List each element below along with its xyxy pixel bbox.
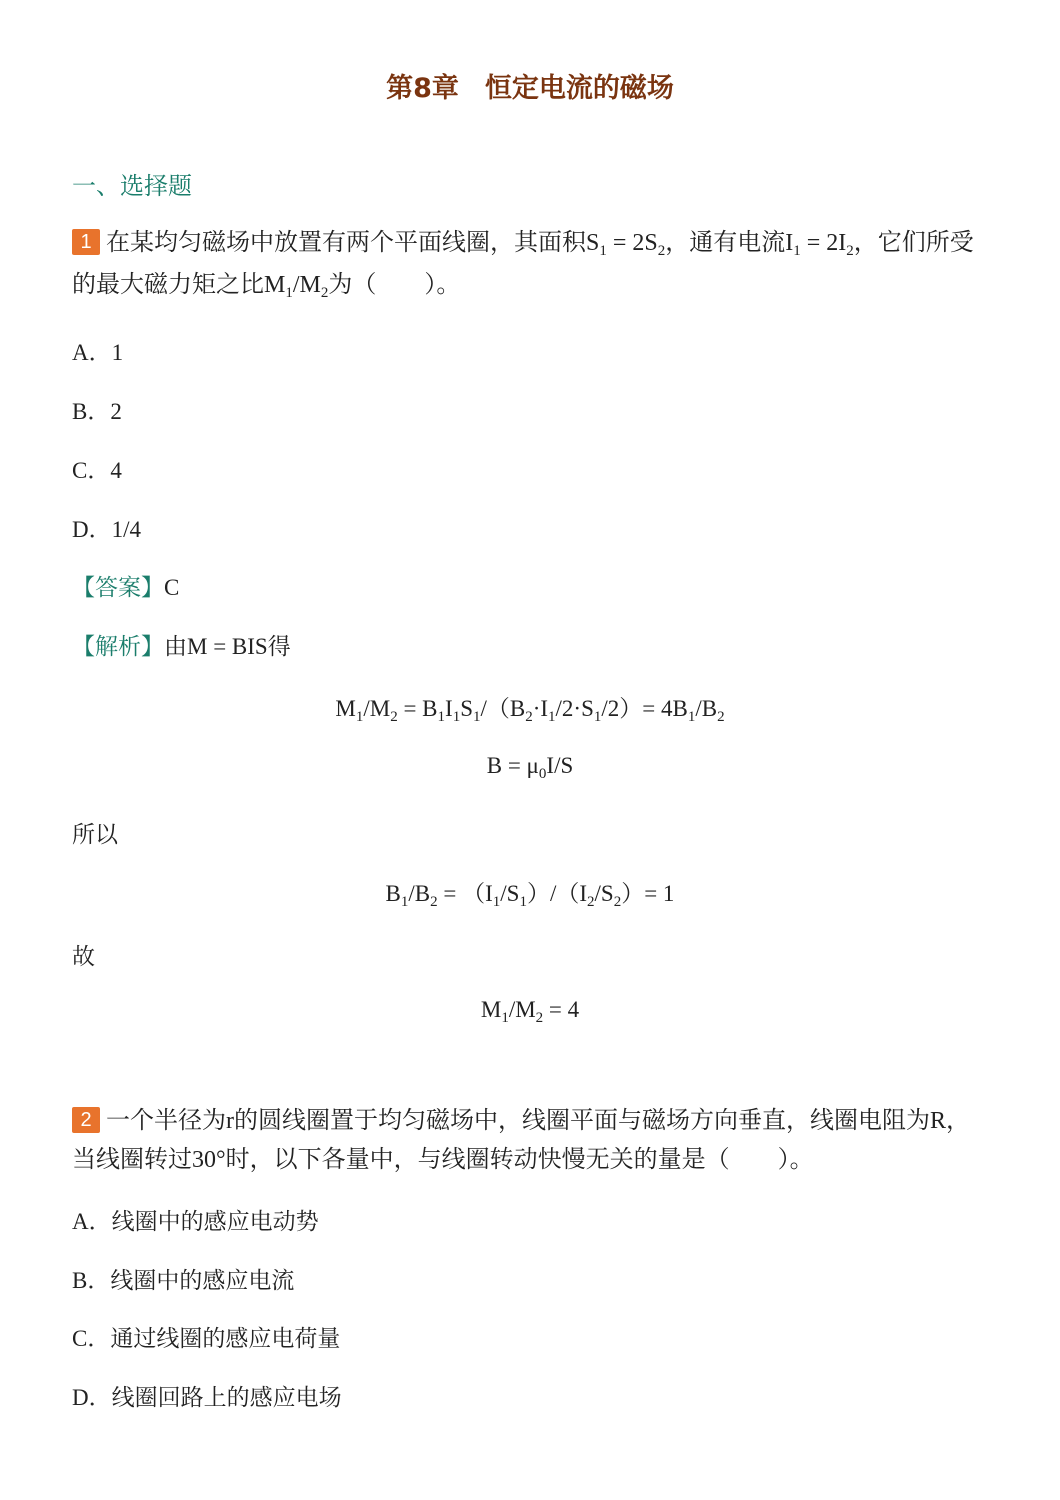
- answer-value: C: [164, 575, 180, 600]
- q1-stem-line2: 的最大磁力矩之比$M_1/M_2$为（ ）。: [72, 270, 461, 301]
- section-heading: 一、选择题: [72, 172, 192, 200]
- q1-analysis: 【解析】由M = BIS得: [72, 634, 291, 660]
- q2-option-d[interactable]: D．线圈回路上的感应电场: [72, 1385, 342, 1411]
- q1-text-hence: 故: [72, 944, 95, 970]
- q1-equation-1: $M_1/M_2 = B_1I_1S_1/(B_2\cdot I_1/2\cdot S_1/2)= 4B_1/B_2$: [335, 696, 725, 725]
- q2-option-a[interactable]: A．线圈中的感应电动势: [72, 1209, 319, 1235]
- q1-current-eq: $I_1 = 2I_2$: [785, 230, 854, 259]
- q2-stem-line2: 当线圈转过30°时，以下各量中，与线圈转动快慢无关的量是（ ）。: [72, 1145, 814, 1173]
- q2-stem-line1: 2 一个半径为r的圆线圈置于均匀磁场中，线圈平面与磁场方向垂直，线圈电阻为R，: [72, 1103, 970, 1138]
- q1-equation-3: $B_1/B_2 = (I_1/S_1)/(I_2/S_2)= 1$: [385, 881, 675, 910]
- q2-number-badge: 2: [72, 1107, 100, 1133]
- q2-option-c[interactable]: C．通过线圈的感应电荷量: [72, 1326, 341, 1352]
- q1-equation-2: $B = \mu_0I/S$: [486, 753, 574, 782]
- q1-ratio-eq: $M_1/M_2$: [264, 272, 329, 301]
- chapter-number: 第8章: [386, 73, 459, 104]
- q1-equation-4: $M_1/M_2 = 4$: [480, 997, 580, 1026]
- q1-stem-line1: 1 在某均匀磁场中放置有两个平面线圈，其面积$S_1 = 2S_2$，通有电流$I_1 = 2I_2$，它们所受: [72, 225, 974, 260]
- q1-option-d[interactable]: D．1/4: [72, 517, 142, 542]
- q1-option-b[interactable]: B．2: [72, 399, 122, 424]
- q1-text-therefore: 所以: [72, 822, 118, 848]
- chapter-title: [0, 66, 1060, 105]
- q1-answer: [72, 569, 179, 602]
- q1-option-c[interactable]: C．4: [72, 458, 122, 483]
- q2-option-b[interactable]: B．线圈中的感应电流: [72, 1268, 295, 1294]
- analysis-tag: 【解析】: [72, 634, 164, 660]
- q1-number-badge: 1: [72, 229, 100, 255]
- answer-tag: 【答案】: [72, 575, 164, 601]
- q1-option-a[interactable]: A．1: [72, 340, 124, 365]
- q1-area-eq: $S_1 = 2S_2$: [586, 230, 666, 259]
- chapter-name: 恒定电流的磁场: [484, 73, 674, 104]
